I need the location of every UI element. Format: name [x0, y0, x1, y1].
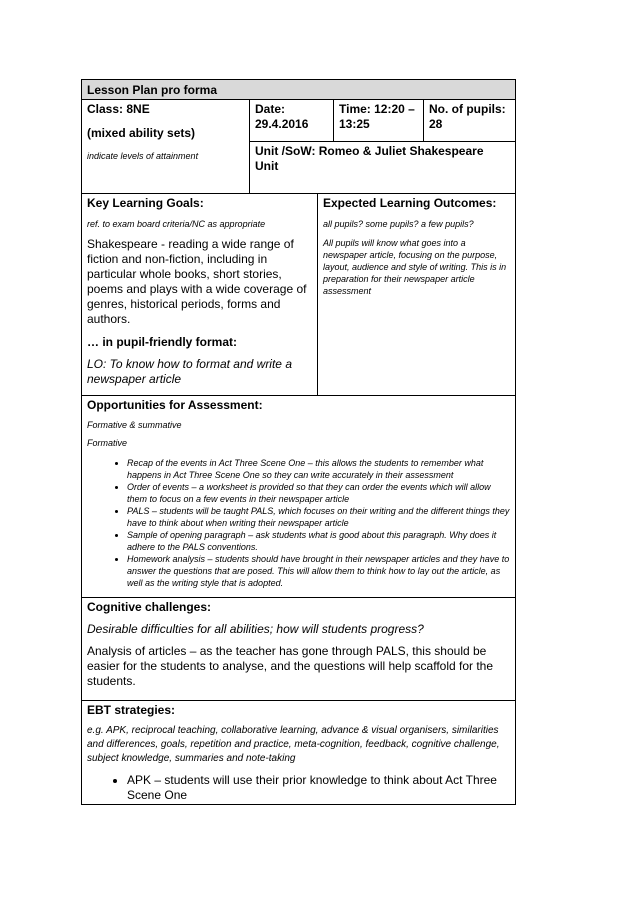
list-item: • Sample of opening paragraph – ask students what is good about this paragraph. Why does it adhere to the PALS conventions. — [127, 529, 510, 553]
date-value: 29.4.2016 — [255, 117, 309, 131]
pupils-cell — [424, 100, 515, 141]
header-row — [81, 79, 516, 100]
goals-body: Shakespeare - reading a wide range of fiction and non-fiction, including in particular whole books, short stories, poems and plays with a wide coverage of genres, historical periods, forms and authors. — [87, 237, 307, 326]
class-label: Class: 8NE — [87, 102, 150, 116]
attainment-note: indicate levels of attainment — [87, 151, 199, 161]
details-row — [81, 100, 516, 194]
time-label: Time: 12:20 – — [339, 102, 415, 116]
assessment-list — [87, 457, 510, 589]
goals-cell — [82, 194, 318, 395]
cognitive-body: Analysis of articles – as the teacher has gone through PALS, this should be easier for the students to analyse, and the questions will help scaffold for the students. — [87, 644, 494, 688]
assessment-subtype: Formative — [87, 438, 128, 448]
outcomes-body: All pupils will know what goes into a newspaper article, focusing on the purpose, layout, audience and style of writing. This is in preparation for their newspaper article assessment — [323, 238, 507, 296]
assessment-type: Formative & summative — [87, 420, 182, 430]
assessment-cell — [82, 396, 515, 597]
time-value: 13:25 — [339, 117, 370, 131]
ebt-heading: EBT strategies: — [87, 703, 176, 717]
ebt-list — [87, 773, 510, 803]
ebt-cell — [82, 701, 515, 804]
outcomes-heading: Expected Learning Outcomes: — [323, 196, 497, 210]
goals-heading: Key Learning Goals: — [87, 196, 204, 210]
ability-sets: (mixed ability sets) — [87, 126, 196, 140]
lesson-plan-table — [81, 79, 516, 805]
pupil-friendly-heading: … in pupil-friendly format: — [87, 335, 237, 349]
pupils-value: 28 — [429, 117, 443, 131]
assessment-heading: Opportunities for Assessment: — [87, 398, 263, 412]
time-cell — [334, 100, 424, 141]
goals-row — [81, 194, 516, 396]
unit-cell — [250, 142, 515, 193]
date-label: Date: — [255, 102, 286, 116]
ebt-row — [81, 701, 516, 805]
outcomes-cell — [318, 194, 515, 395]
date-cell — [250, 100, 334, 141]
outcomes-sub: all pupils? some pupils? a few pupils? — [323, 219, 474, 229]
ebt-sub: e.g. APK, reciprocal teaching, collaborative learning, advance & visual organisers, similarities and differences, goals, repetition and practice, meta-cognition, feedback, cognitive challenge, subject knowledge, summaries and note-taking — [87, 725, 500, 764]
class-cell — [82, 100, 250, 193]
details-right — [250, 100, 515, 193]
page-title: Lesson Plan pro forma — [87, 83, 218, 97]
cognitive-row — [81, 598, 516, 701]
goals-ref: ref. to exam board criteria/NC as appropriate — [87, 219, 266, 229]
list-item: • PALS – students will be taught PALS, which focuses on their writing and the different things they have to think about when writing their newspaper article — [127, 505, 510, 529]
unit-text: Unit /SoW: Romeo & Juliet Shakespeare Unit — [255, 144, 484, 173]
list-item: • APK – students will use their prior knowledge to think about Act Three Scene One — [127, 773, 510, 803]
assessment-row — [81, 396, 516, 598]
meta-row — [250, 100, 515, 142]
pupils-label: No. of pupils: — [429, 102, 506, 116]
learning-objective: LO: To know how to format and write a newspaper article — [87, 357, 292, 386]
cognitive-sub: Desirable difficulties for all abilities; how will students progress? — [87, 622, 424, 636]
list-item: • Recap of the events in Act Three Scene One – this allows the students to remember what happens in Act Three Scene One so they can write accurately in their assessment — [127, 457, 510, 481]
cognitive-cell — [82, 598, 515, 700]
list-item: • Order of events – a worksheet is provided so that they can order the events which will allow them to focus on a few events in their newspaper article — [127, 481, 510, 505]
cognitive-heading: Cognitive challenges: — [87, 600, 212, 614]
list-item: • Homework analysis – students should have brought in their newspaper articles and they have to answer the questions that are posed. This will allow them to think how to lay out the article, as well as the writing style that is adopted. — [127, 553, 510, 589]
